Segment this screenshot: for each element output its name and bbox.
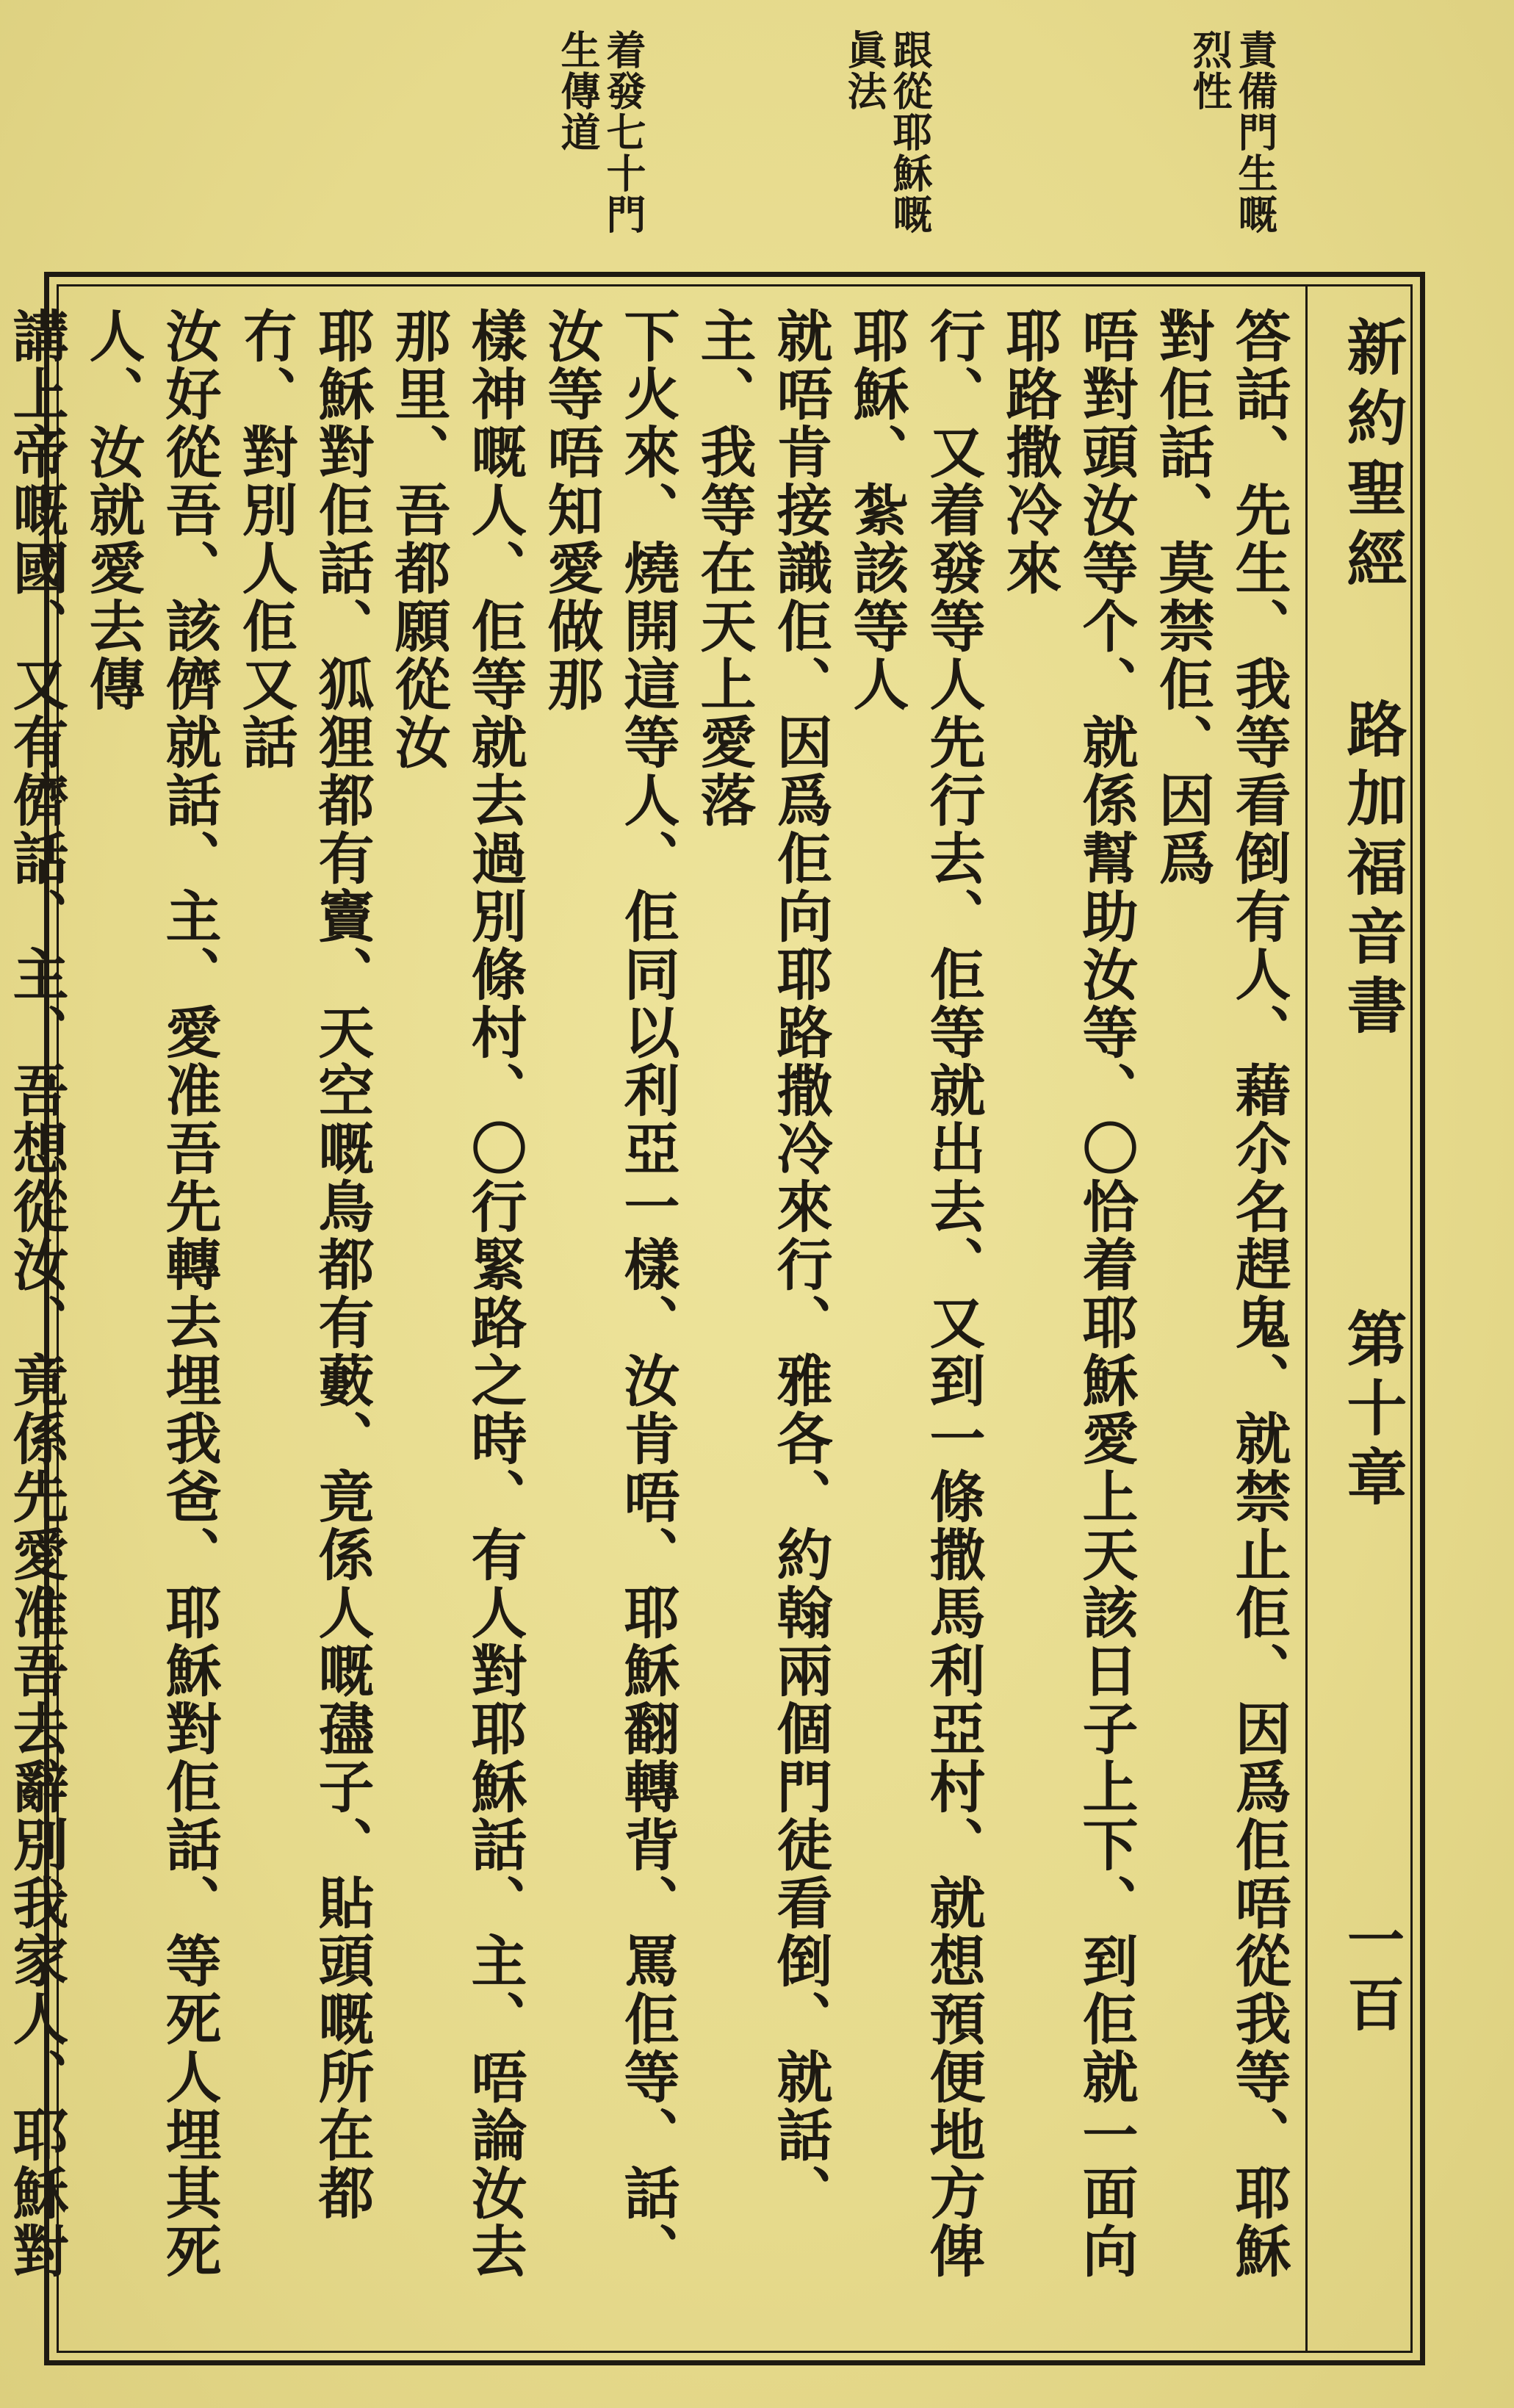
text-column: 答話、先生、我等看倒有人、藉尒名趕鬼、就禁止佢、因爲佢唔從我等、耶穌對佢話、莫禁佢、因爲 bbox=[1150, 307, 1291, 2280]
margin-note: 着發七十門生傳道 bbox=[555, 29, 647, 235]
text-column: 下火來、燒開這等人、佢同以利亞一樣、汝肯唔、耶穌翻轉背、罵佢等、話、汝等唔知愛做那 bbox=[538, 307, 680, 2280]
header-book: 路加福音書 bbox=[1337, 698, 1407, 1043]
text-column: 講上帝嘅國、又有儕話、主、吾想從汝、竟係先愛准吾去辭別我家人、耶穌對 bbox=[4, 307, 69, 2280]
running-header bbox=[1305, 286, 1410, 2351]
page-number: 一百 bbox=[1338, 1910, 1405, 2039]
text-column: 唔對頭汝等个、就係幫助汝等、〇恰着耶穌愛上天該日子上下、到佢就一面向耶路撒冷來 bbox=[997, 307, 1139, 2280]
header-title: 新約聖經 bbox=[1337, 316, 1407, 598]
text-frame bbox=[4, 272, 1425, 2365]
text-column: 就唔肯接識佢、因爲佢向耶路撒冷來行、雅各、約翰兩個門徒看倒、就話、主、我等在天上愛落 bbox=[691, 307, 833, 2222]
text-column: 行、又着發等人先行去、佢等就出去、又到一條撒馬利亞村、就想預便地方俾耶穌、紮該等人 bbox=[844, 307, 986, 2280]
text-frame-inner bbox=[4, 284, 1413, 2353]
text-column: 耶穌對佢話、狐狸都有竇、天空嘅鳥都有藪、竟係人嘅孻子、貼頭嘅所在都冇、對別人佢又話 bbox=[233, 307, 375, 2222]
header-chapter: 第十章 bbox=[1337, 1308, 1407, 1515]
margin-note: 跟從耶穌嘅眞法 bbox=[841, 29, 934, 235]
margin-note: 責備門生嘅烈性 bbox=[1186, 29, 1279, 235]
text-column: 樣神嘅人、佢等就去過別條村、〇行緊路之時、有人對耶穌話、主、唔論汝去那里、吾都願從汝 bbox=[386, 307, 527, 2280]
text-column: 汝好從吾、該儕就話、主、愛准吾先轉去埋我爸、耶穌對佢話、等死人埋其死人、汝就愛去傳 bbox=[80, 307, 222, 2280]
body-text bbox=[4, 307, 1297, 2330]
margin-notes bbox=[411, 29, 1278, 272]
